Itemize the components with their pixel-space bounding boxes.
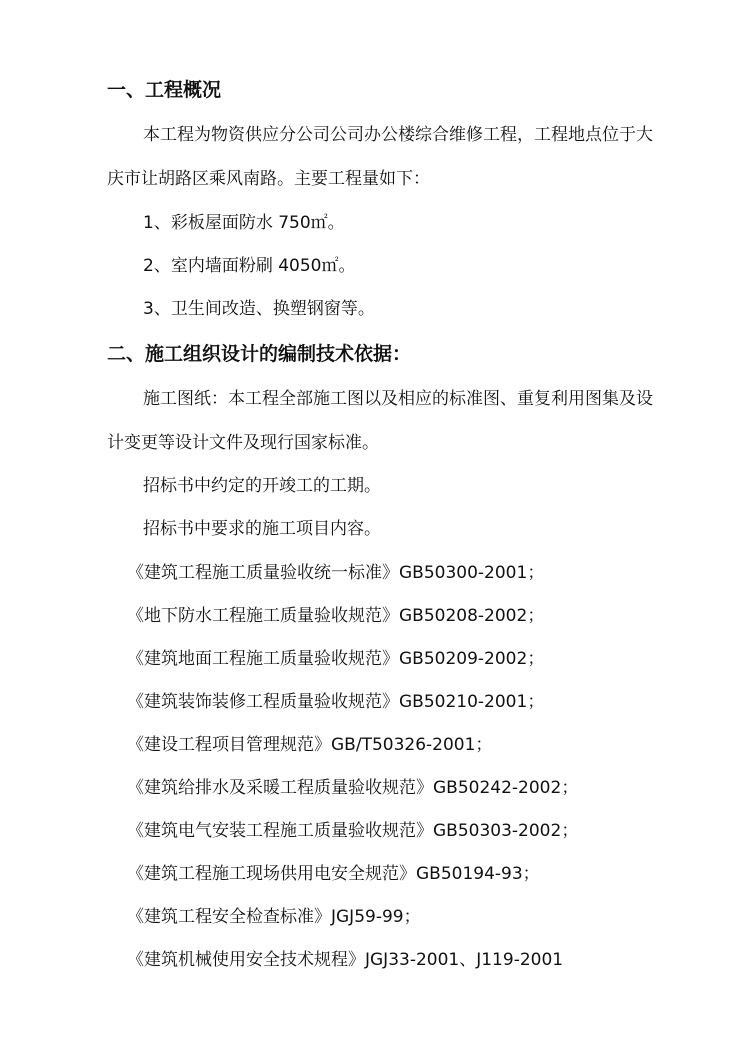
standard-item: 《建筑工程施工现场供用电安全规范》GB50194-93；: [127, 864, 540, 884]
standard-item: 《建筑工程施工质量验收统一标准》GB50300-2001；: [127, 563, 545, 583]
section2-para1-line1: 施工图纸：本工程全部施工图以及相应的标准图、重复利用图集及设: [143, 389, 653, 409]
work-item-1: 1、彩板屋面防水 750㎡。: [143, 213, 345, 233]
standard-item: 《建筑给排水及采暖工程质量验收规范》GB50242-2002；: [127, 778, 579, 798]
standard-item: 《建筑装饰装修工程质量验收规范》GB50210-2001；: [127, 692, 545, 712]
section1-heading: 一、工程概况: [107, 79, 222, 101]
work-item-3: 3、卫生间改造、换塑钢窗等。: [143, 299, 375, 319]
standard-item: 《建筑地面工程施工质量验收规范》GB50209-2002；: [127, 649, 545, 669]
section1-intro-line2: 庆市让胡路区乘风南路。主要工程量如下：: [107, 169, 430, 189]
standard-item: 《建筑机械使用安全技术规程》JGJ33-2001、J119-2001: [127, 950, 564, 970]
standard-item: 《地下防水工程施工质量验收规范》GB50208-2002；: [127, 606, 545, 626]
section2-para3: 招标书中要求的施工项目内容。: [143, 519, 381, 539]
section2-para1-line2: 计变更等设计文件及现行国家标准。: [107, 433, 379, 453]
standard-item: 《建筑电气安装工程施工质量验收规范》GB50303-2002；: [127, 821, 579, 841]
work-item-2: 2、室内墙面粉刷 4050㎡。: [143, 256, 356, 276]
section2-heading: 二、施工组织设计的编制技术依据：: [107, 343, 412, 365]
standard-item: 《建设工程项目管理规范》GB/T50326-2001；: [127, 735, 493, 755]
standard-item: 《建筑工程安全检查标准》JGJ59-99；: [127, 907, 421, 927]
section2-para2: 招标书中约定的开竣工的工期。: [143, 476, 381, 496]
section1-intro-line1: 本工程为物资供应分公司公司办公楼综合维修工程，工程地点位于大: [143, 125, 653, 145]
